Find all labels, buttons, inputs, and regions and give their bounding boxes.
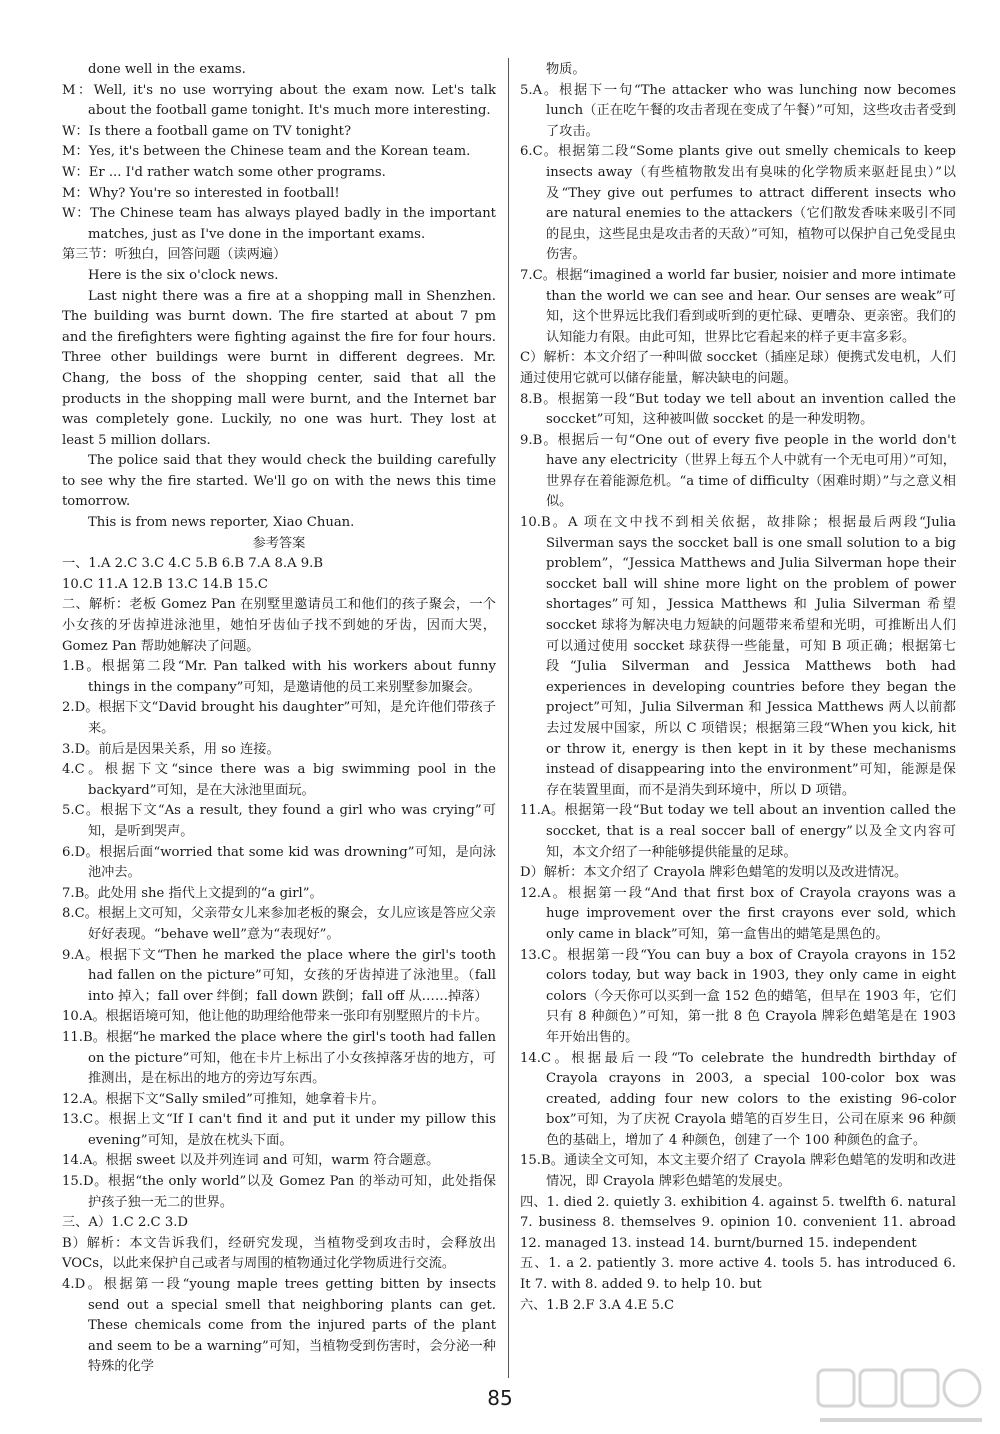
- left-paragraph: 9.A。根据下文“Then he marked the place where the girl's tooth had fallen on the picture”可知，女孩的牙齿掉进了泳池里。（fall into 掉入；fall over 绊倒；fall down 跌倒；fall off 从……掉落）: [62, 947, 496, 1004]
- right-paragraph: 6.C。根据第二段“Some plants give out smelly chemicals to keep insects away（有些植物散发出有臭味的化学物质来驱赶昆虫）”以及“They give out perfumes to attract different insects who are natural enemies to the attackers（它们散发香味来吸引不同的昆虫，这些昆虫是攻击者的天敌）”可知，植物可以保护自己免受昆虫伤害。: [520, 144, 956, 263]
- left-paragraph: W：The Chinese team has always played badly in the important matches, just as I've done in the important exams.: [62, 206, 496, 242]
- page-number: 85: [487, 1386, 513, 1410]
- right-column: [520, 60, 956, 1316]
- right-paragraph: 四、1. died 2. quietly 3. exhibition 4. against 5. twelfth 6. natural 7. business 8. themselves 9. opinion 10. convenient 11. abroad 12. managed 13. instead 14. burnt/burned 15. independent: [520, 1194, 956, 1251]
- left-paragraph: done well in the exams.: [88, 62, 246, 77]
- left-column: [62, 60, 496, 1378]
- right-paragraph: D）解析：本文介绍了 Crayola 牌彩色蜡笔的发明以及改进情况。: [520, 865, 908, 881]
- left-paragraph: 10.A。根据语境可知，他让他的助理给他带来一张印有别墅照片的卡片。: [62, 1009, 489, 1025]
- right-paragraph: 12.A。根据第一段“And that first box of Crayola crayons was a huge improvement over the first crayons ever sold, which only came in black”可知，第一盒售出的蜡笔是黑色的。: [520, 885, 956, 942]
- left-paragraph: 3.D。前后是因果关系，用 so 连接。: [62, 741, 280, 757]
- right-paragraph: 物质。: [546, 62, 586, 77]
- left-paragraph: M：Why? You're so interested in football!: [62, 185, 340, 201]
- right-paragraph: 5.A。根据下一句“The attacker who was lunching now becomes lunch（正在吃午餐的攻击者现在变成了午餐）”可知，这些攻击者受到了攻击。: [520, 82, 956, 139]
- watermark-logo-icon: [816, 1366, 986, 1428]
- left-paragraph: 4.C。根据下文“since there was a big swimming pool in the backyard”可知，是在大泳池里面玩。: [62, 762, 496, 798]
- left-paragraph: 5.C。根据下文“As a result, they found a girl who was crying”可知，是听到哭声。: [62, 803, 496, 839]
- left-paragraph: 14.A。根据 sweet 以及并列连词 and 可知，warm 符合题意。: [62, 1153, 440, 1169]
- left-paragraph: 13.C。根据上文“If I can't find it and put it under my pillow this evening”可知，是放在枕头下面。: [62, 1112, 496, 1148]
- left-paragraph: The police said that they would check the building carefully to see why the fire started. We'll go on with the news this time tomorrow.: [62, 453, 496, 510]
- right-paragraph: 9.B。根据后一句“One out of every five people in the world don't have any electricity（世界上每五个人中就有一个无电可用）”可知，世界存在着能源危机。“a time of difficulty（困难时期）”与之意义相似。: [520, 432, 956, 510]
- left-paragraph: This is from news reporter, Xiao Chuan.: [88, 515, 355, 531]
- right-paragraph: 六、1.B 2.F 3.A 4.E 5.C: [520, 1297, 675, 1313]
- left-paragraph: 7.B。此处用 she 指代上文提到的“a girl”。: [62, 885, 323, 901]
- right-paragraph: 五、1. a 2. patiently 3. more active 4. tools 5. has introduced 6. It 7. with 8. added 9. to help 10. but: [520, 1256, 956, 1293]
- right-paragraph: 10.B。A 项在文中找不到相关依据，故排除；根据最后两段“Julia Silverman says the soccket ball is one small solution to a big problem”，“Jessica Matthews and Julia Silverman hope their soccket ball will shine more light on the problem of power shortages”可知，Jessica Matthews 和 Julia Silverman 希望 soccket 球将为解决电力短缺的问题带来希望和光明，可推断出人们可以通过使用 soccket 球获得一些能量，可知 B 项正确；根据第七段“Julia Silverman and Jessica Matthews both had experiences in developing countries before they began the project”可知，Julia Silverman 和 Jessica Matthews 两人以前都去过发展中国家，所以 C 项错误；根据第三段“When you kick, hit or throw it, energy is then kept in it by these mechanisms instead of disappearing into the environment”可知，能源是保存在装置里面，而不是消失到环境中，所以 D 项错。: [520, 515, 956, 798]
- left-paragraph: Last night there was a fire at a shopping mall in Shenzhen. The building was burnt down. The fire started at about 7 pm and the firefighters were fighting against the fire for four hours. Three other buildings were burnt in different degrees. Mr. Chang, the boss of the shopping center, said that all the products in the shopping mall were burnt, and the Internet bar was completely gone. Luckily, no one was hurt. They lost at least 5 million dollars.: [62, 288, 496, 448]
- right-paragraph: C）解析：本文介绍了一种叫做 soccket（插座足球）便携式发电机，人们通过使用它就可以储存能量，解决缺电的问题。: [520, 350, 956, 386]
- right-paragraph: 11.A。根据第一段“But today we tell about an invention called the soccket, that is a real soccer ball of energy”以及全文内容可知，本文介绍了一种能够提供能量的足球。: [520, 803, 956, 860]
- right-paragraph: 14.C。根据最后一段“To celebrate the hundredth birthday of Crayola crayons in 2003, a special 100-color box was created, adding four new colors to the existing 96-color box”可知，为了庆祝 Crayola 蜡笔的百岁生日，公司在原来 96 种颜色的基础上，增加了 4 种颜色，创建了一个 100 种颜色的盒子。: [520, 1050, 956, 1148]
- left-paragraph: Here is the six o'clock news.: [88, 267, 279, 283]
- right-paragraph: 7.C。根据“imagined a world far busier, noisier and more intimate than the world we can see and hear. Our senses are weak”可知，这个世界远比我们看到或听到的更忙碌、更嘈杂、更亲密。我们的认知能力有限。由此可知，世界比它看起来的样子更丰富多彩。: [520, 267, 956, 345]
- left-paragraph: 15.D。根据“the only world”以及 Gomez Pan 的举动可知，此处指保护孩子独一无二的世界。: [62, 1174, 496, 1210]
- left-paragraph: 12.A。根据下文“Sally smiled”可推知，她拿着卡片。: [62, 1091, 385, 1107]
- left-paragraph: 二、解析：老板 Gomez Pan 在别墅里邀请员工和他们的孩子聚会，一个小女孩的牙齿掉进泳池里，她怕牙齿仙子找不到她的牙齿，因而大哭，Gomez Pan 帮助她解决了问题。: [62, 597, 496, 654]
- left-paragraph: 1.B。根据第二段“Mr. Pan talked with his workers about funny things in the company”可知，是邀请他的员工来别墅参加聚会。: [62, 659, 496, 695]
- left-paragraph: W：Is there a football game on TV tonight?: [62, 123, 352, 139]
- left-paragraph: 第三节：听独白，回答问题（读两遍）: [62, 247, 287, 263]
- left-paragraph: 6.D。根据后面“worried that some kid was drowning”可知，是向泳池冲去。: [62, 844, 496, 881]
- right-paragraph: 8.B。根据第一段“But today we tell about an invention called the soccket”可知，这种被叫做 soccket 的是一种发明物。: [520, 391, 956, 428]
- left-paragraph: 一、1.A 2.C 3.C 4.C 5.B 6.B 7.A 8.A 9.B: [62, 556, 324, 572]
- left-paragraph: B）解析：本文告诉我们，经研究发现，当植物受到攻击时，会释放出 VOCs，以此来保护自己或者与周围的植物通过化学物质进行交流。: [62, 1235, 496, 1272]
- left-paragraph: M：Well, it's no use worrying about the exam now. Let's talk about the football game tonight. It's much more interesting.: [62, 82, 496, 119]
- left-paragraph: 10.C 11.A 12.B 13.C 14.B 15.C: [62, 576, 268, 592]
- left-paragraph: 8.C。根据上文可知，父亲带女儿来参加老板的聚会，女儿应该是答应父亲好好表现。“behave well”意为“表现好”。: [62, 906, 496, 942]
- column-divider: [508, 58, 509, 1378]
- left-paragraph: 2.D。根据下文“David brought his daughter”可知，是允许他们带孩子来。: [62, 700, 496, 736]
- left-paragraph: 4.D。根据第一段“young maple trees getting bitten by insects send out a special smell that neighboring plants can get. These chemicals come from the injured parts of the plant and seem to be a warning”可知，当植物受到伤害时，会分泌一种特殊的化学: [62, 1277, 496, 1375]
- left-paragraph: 参考答案: [252, 535, 306, 551]
- left-paragraph: W：Er ... I'd rather watch some other programs.: [62, 164, 386, 180]
- right-paragraph: 15.B。通读全文可知，本文主要介绍了 Crayola 牌彩色蜡笔的发明和改进情况，即 Crayola 牌彩色蜡笔的发展史。: [520, 1153, 956, 1190]
- left-paragraph: 三、A）1.C 2.C 3.D: [62, 1215, 188, 1231]
- right-paragraph: 13.C。根据第一段“You can buy a box of Crayola crayons in 152 colors today, but way back in 1903, they only came in eight colors（今天你可以买到一盒 152 色的蜡笔，但早在 1903 年，它们只有 8 种颜色）”可知，第一批 8 色 Crayola 牌彩色蜡笔是在 1903 年开始出售的。: [520, 947, 956, 1045]
- left-paragraph: 11.B。根据“he marked the place where the girl's tooth had fallen on the picture”可知，他在卡片上标出了小女孩掉落牙齿的地方，可推测出，是在标出的地方的旁边写东西。: [62, 1029, 496, 1087]
- left-paragraph: M：Yes, it's between the Chinese team and the Korean team.: [62, 144, 471, 160]
